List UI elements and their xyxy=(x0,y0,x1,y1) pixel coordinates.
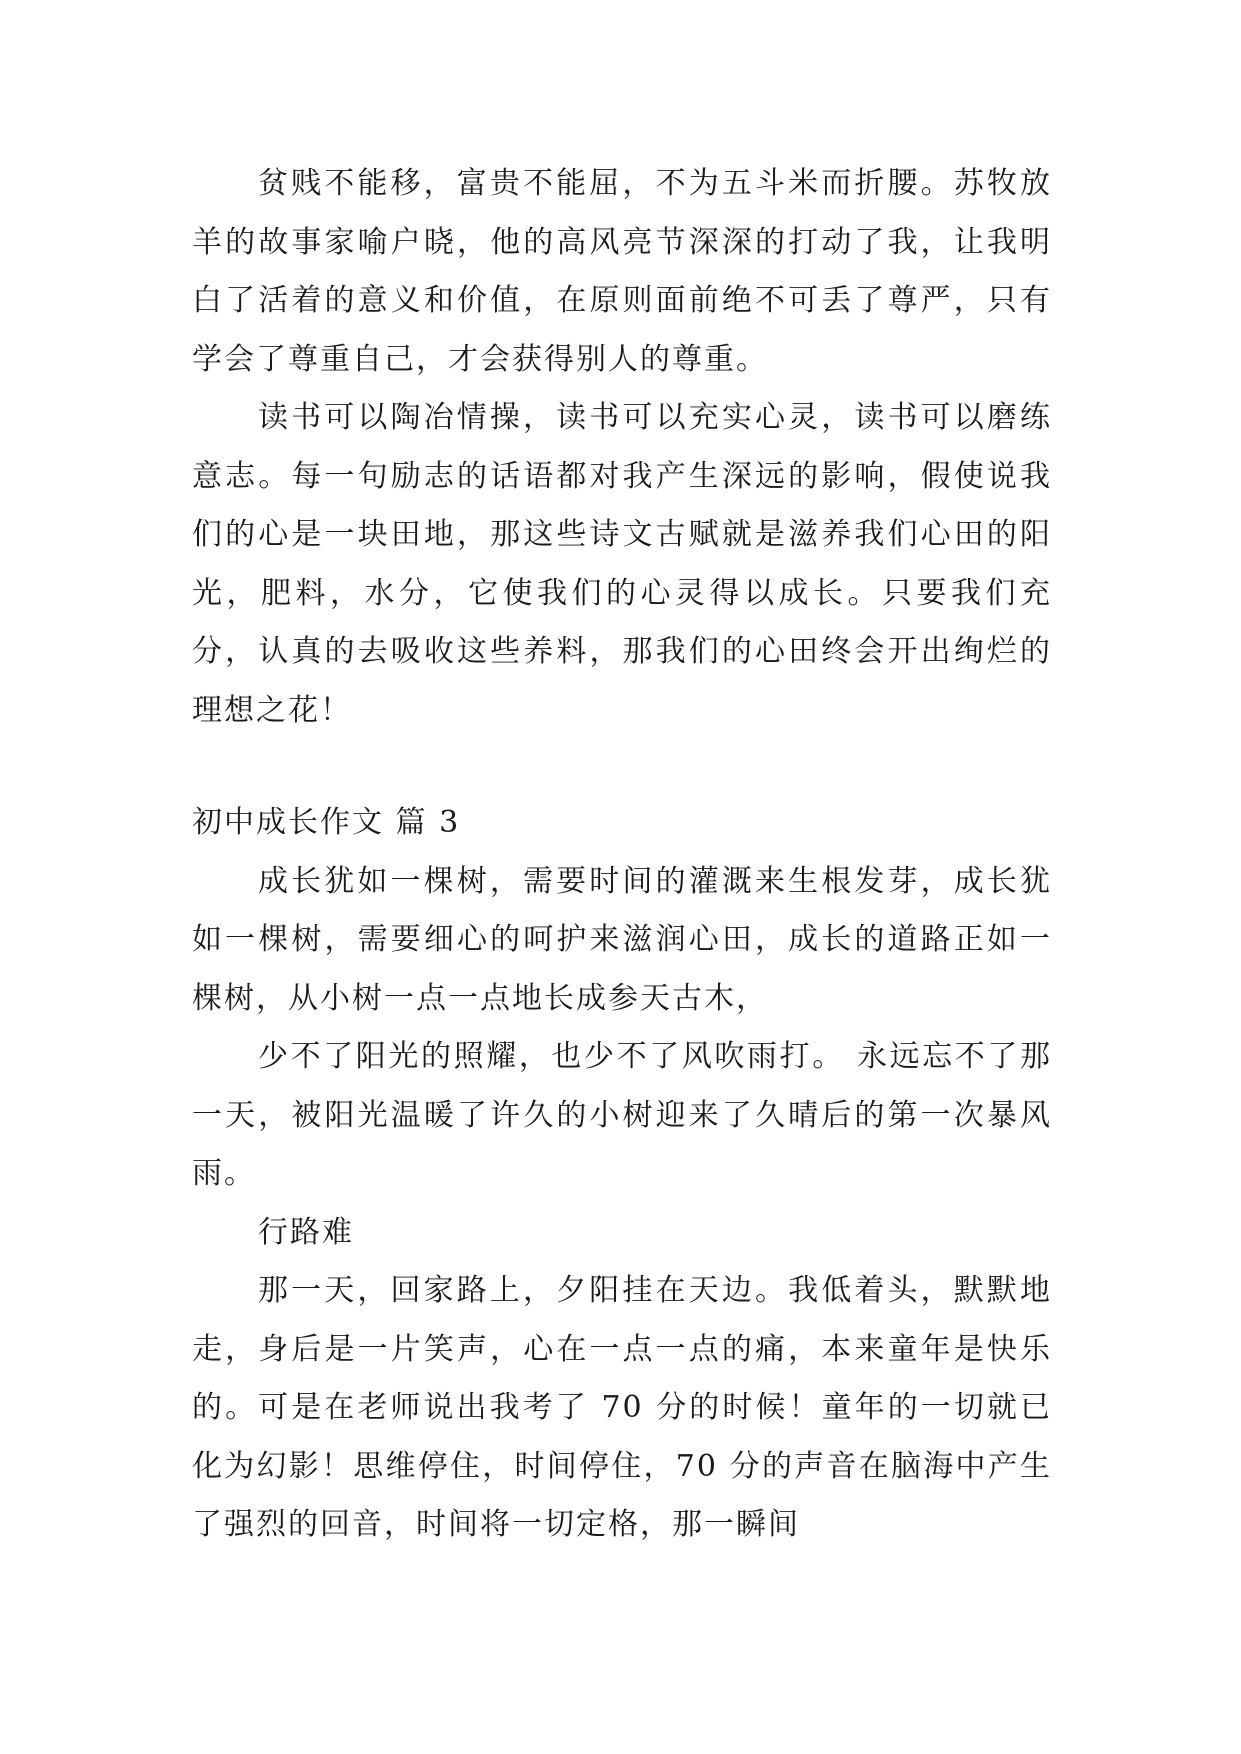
text-block-section xyxy=(192,794,1052,1555)
text-block-top xyxy=(192,155,1052,740)
paragraph: 行路难 xyxy=(258,1214,354,1250)
paragraph: 读书可以陶冶情操，读书可以充实心灵，读书可以磨练意志。每一句励志的话语都对我产生深远的影响，假使说我们的心是一块田地，那这些诗文古赋就是滋养我们心田的阳光，肥料，水分，它使我们的心灵得以成长。只要我们充分，认真的去吸收这些养料，那我们的心田终会开出绚烂的理想之花！ xyxy=(192,400,1052,728)
paragraph: 那一天，回家路上，夕阳挂在天边。我低着头，默默地走，身后是一片笑声，心在一点一点的痛，本来童年是快乐的。可是在老师说出我考了 70 分的时候！童年的一切就已化为幻影！思维停住，时间停住，70 分的声音在脑海中产生了强烈的回音，时间将一切定格，那一瞬间 xyxy=(192,1273,1052,1542)
paragraph: 成长犹如一棵树，需要时间的灌溉来生根发芽，成长犹如一棵树，需要细心的呵护来滋润心田，成长的道路正如一棵树，从小树一点一点地长成参天古木， xyxy=(192,863,1052,1016)
paragraph: 少不了阳光的照耀，也少不了风吹雨打。 永远忘不了那一天，被阳光温暖了许久的小树迎来了久晴后的第一次暴风雨。 xyxy=(192,1039,1052,1191)
section-heading: 初中成长作文 篇 3 xyxy=(192,805,461,840)
paragraph: 贫贱不能移，富贵不能屈，不为五斗米而折腰。苏牧放羊的故事家喻户晓，他的高风亮节深深的打动了我，让我明白了活着的意义和价值，在原则面前绝不可丢了尊严，只有学会了尊重自己，才会获得别人的尊重。 xyxy=(192,166,1052,377)
